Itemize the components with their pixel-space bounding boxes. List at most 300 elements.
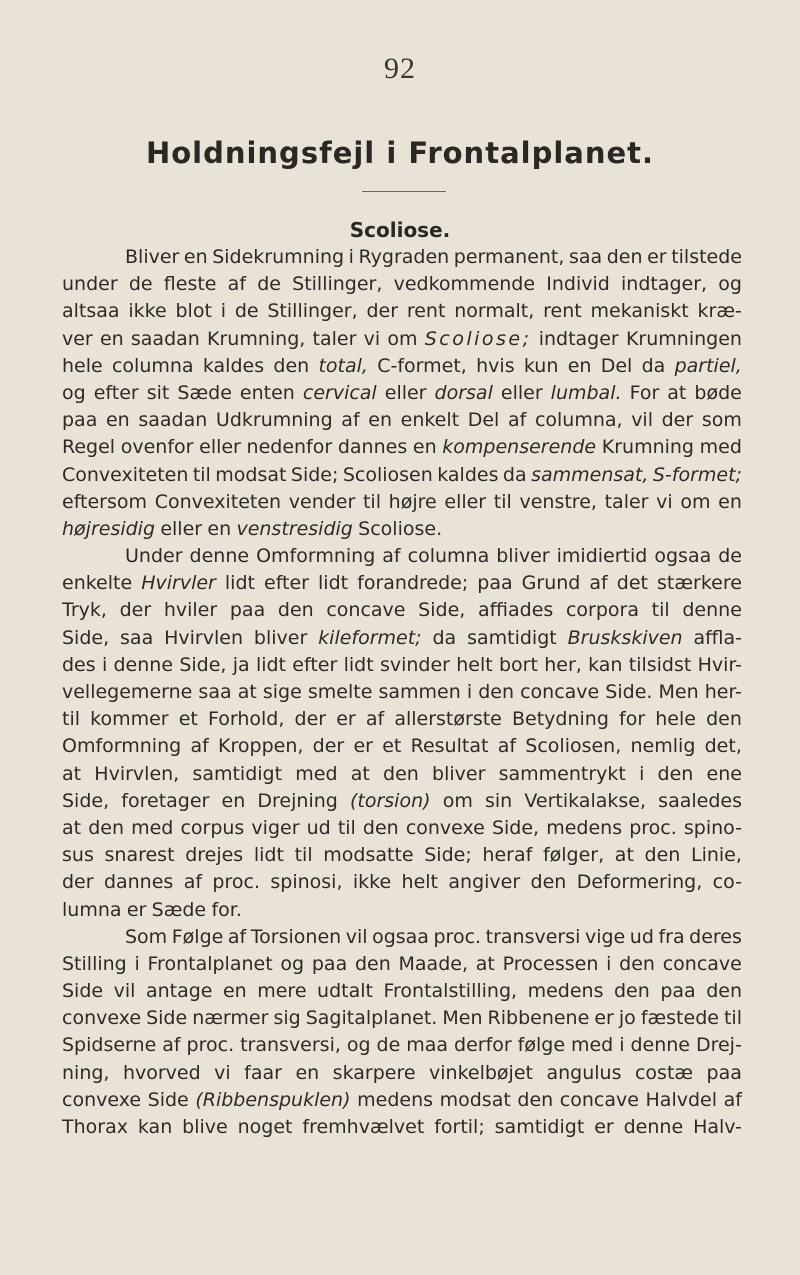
text-line: [62, 788, 742, 815]
word: en: [207, 517, 232, 540]
word: et: [382, 735, 402, 758]
word: en: [99, 327, 124, 350]
word: tilstede: [671, 246, 742, 268]
text-line: [62, 869, 742, 896]
word: Krumning,: [207, 327, 306, 350]
word: denne: [623, 1116, 684, 1138]
word: ene: [706, 762, 742, 785]
word: er: [126, 898, 147, 921]
word: columna,: [534, 409, 623, 432]
word: saa: [198, 681, 232, 703]
word: Scoliose.: [358, 517, 443, 540]
word: følger,: [542, 844, 605, 867]
text-line: [62, 924, 742, 951]
word: paa: [706, 1061, 742, 1084]
word: saa: [569, 246, 603, 268]
word: costæ: [634, 1061, 694, 1084]
text-line: [62, 516, 742, 543]
word: vil: [345, 925, 368, 948]
text-line: [62, 1005, 742, 1032]
text-line: [62, 652, 742, 679]
word: medens: [546, 816, 623, 839]
word: foretager: [121, 789, 210, 812]
word: vi: [363, 327, 381, 350]
word: den: [657, 762, 694, 785]
word: ikke: [128, 300, 167, 323]
word: rent: [406, 300, 446, 323]
word: helt: [456, 653, 493, 676]
word: indtager: [538, 327, 619, 350]
word: Resultat: [410, 735, 489, 758]
text-line: [62, 298, 742, 325]
word: med: [295, 762, 338, 785]
word: efter: [292, 653, 338, 676]
word: fleste: [163, 273, 217, 296]
word: Regel: [62, 436, 116, 459]
word: den: [517, 1088, 554, 1111]
word: Scoliosen,: [525, 735, 622, 758]
word: de: [234, 300, 259, 323]
word: Side,: [179, 653, 227, 676]
word: lidt: [343, 653, 374, 676]
word: blive: [182, 1116, 228, 1138]
word: eller: [444, 490, 487, 513]
word: kun: [523, 354, 559, 377]
word: venstre,: [519, 490, 597, 513]
text-line: [62, 543, 742, 570]
word: Kroppen,: [218, 735, 304, 758]
emphasized-word: total,: [318, 354, 368, 377]
word: bøde: [694, 381, 742, 404]
word: en: [295, 1061, 320, 1084]
word: Del: [467, 409, 500, 432]
text-line: [62, 897, 742, 924]
word: maa: [406, 1034, 449, 1057]
word: viger: [251, 816, 300, 839]
word: kaldes: [437, 463, 499, 486]
word: sammentrykt: [498, 762, 626, 785]
word: da: [432, 626, 457, 649]
word: sige: [262, 681, 302, 703]
word: normalt,: [454, 300, 535, 323]
word: til: [62, 708, 81, 731]
word: Side,: [62, 626, 110, 649]
word: af: [162, 1034, 181, 1057]
word: vil: [113, 980, 136, 1003]
word: der: [661, 409, 694, 432]
text-line: [62, 1087, 742, 1114]
word: Men: [442, 1007, 483, 1030]
word: indtager,: [621, 273, 708, 296]
word: hele: [62, 354, 103, 377]
word: at: [350, 762, 370, 785]
word: taler: [312, 327, 357, 350]
word: Side,: [62, 789, 110, 812]
word: blot: [175, 300, 212, 323]
word: at: [62, 762, 82, 785]
word: corpus: [180, 816, 245, 839]
word: vedkommende: [393, 273, 536, 296]
word: taler: [604, 490, 649, 513]
word: skarpere: [332, 1061, 416, 1084]
word: Stillinger,: [267, 300, 358, 323]
word: nærmer: [192, 1007, 269, 1030]
word: angulus: [546, 1061, 622, 1084]
text-line: [62, 1114, 742, 1141]
word: Krumningen: [625, 327, 742, 350]
word: sin: [485, 789, 513, 812]
word: hvorved: [122, 1061, 201, 1084]
word: om: [680, 490, 711, 513]
word: udtalt: [317, 980, 373, 1003]
word: bliver: [253, 626, 308, 649]
word: columna: [111, 354, 194, 377]
word: kan: [588, 653, 623, 676]
word: af: [589, 572, 608, 595]
word: den: [383, 762, 419, 785]
word: stærkere: [657, 572, 742, 595]
text-line: [62, 353, 742, 380]
word: paa: [311, 952, 348, 975]
word: Sidekrumning: [212, 246, 345, 268]
word: fra: [658, 925, 685, 948]
word: de: [718, 545, 742, 568]
word: denne: [682, 599, 742, 622]
word: permanent,: [453, 246, 565, 268]
word: er: [336, 708, 356, 731]
word: lidt: [255, 653, 287, 676]
word: hele: [655, 708, 696, 731]
word: angiver: [448, 871, 521, 894]
word: sus: [62, 844, 94, 867]
word: Stilling: [62, 952, 127, 975]
word: lumna: [62, 898, 122, 921]
emphasized-word: partiel,: [674, 354, 742, 377]
word: dannes: [337, 436, 408, 459]
word: der: [119, 599, 152, 622]
word: enkelt: [400, 409, 460, 432]
word: medens: [357, 1088, 434, 1111]
word: en: [567, 354, 592, 377]
word: bort: [499, 653, 538, 676]
word: og: [718, 273, 742, 296]
word: mere: [257, 980, 307, 1003]
word: smelte: [307, 681, 373, 703]
word: Ribbenene: [487, 1007, 590, 1030]
word: samtidigt: [494, 1116, 585, 1138]
word: Side.: [605, 681, 653, 703]
text-line: [62, 326, 742, 353]
word: saadan: [130, 327, 200, 350]
word: For: [629, 381, 660, 404]
word: Convexiteten: [154, 490, 282, 513]
word: den: [644, 844, 681, 867]
word: Drejning: [257, 789, 338, 812]
word: proc.: [186, 1034, 235, 1057]
word: af: [497, 735, 517, 758]
word: Forhold,: [208, 708, 285, 731]
chapter-title: Holdningsfejl i Frontalplanet.: [145, 136, 655, 170]
word: i: [639, 762, 645, 785]
word: en: [222, 980, 247, 1003]
word: den: [706, 708, 742, 731]
text-line: [62, 244, 742, 271]
word: ovenfor: [120, 436, 194, 459]
word: eller: [384, 381, 427, 404]
word: paa: [229, 599, 266, 622]
word: noget: [237, 1116, 293, 1138]
word: Sagitalplanet.: [305, 1007, 438, 1030]
word: ud: [306, 816, 331, 839]
title-divider: [362, 191, 446, 192]
word: til: [362, 490, 381, 513]
word: det,: [704, 735, 742, 758]
word: Frontalplanet: [147, 952, 273, 975]
word: samtidigt: [192, 762, 283, 785]
word: bliver: [432, 762, 486, 785]
word: Vertikalakse,: [524, 789, 647, 812]
text-line: [62, 761, 742, 788]
word: ning,: [62, 1061, 110, 1084]
word: Sæde: [151, 898, 207, 921]
word: den: [606, 246, 643, 268]
word: vinkelbøjet: [429, 1061, 533, 1084]
word: en: [105, 409, 130, 432]
emphasized-word: kileformet;: [318, 626, 422, 649]
word: ikke: [352, 871, 392, 894]
word: jo: [618, 1007, 636, 1030]
word: af: [341, 409, 360, 432]
word: er: [353, 735, 373, 758]
word: Krumning: [601, 436, 694, 459]
word: efter: [93, 381, 139, 404]
word: den: [478, 681, 514, 703]
word: det: [616, 572, 648, 595]
word: under: [62, 273, 118, 296]
word: denne: [189, 545, 250, 568]
word: i: [101, 653, 108, 676]
word: denne: [630, 1034, 690, 1057]
word: af: [723, 1088, 742, 1111]
word: transversi,: [240, 1034, 341, 1057]
word: co-: [712, 871, 742, 894]
word: i: [134, 952, 140, 975]
word: Halv-: [693, 1116, 742, 1138]
word: Halvdel: [645, 1088, 717, 1111]
word: og: [346, 1034, 371, 1057]
word: Hvirvlen,: [94, 762, 180, 785]
word: Tryk,: [62, 599, 107, 622]
word: denne: [113, 653, 174, 676]
text-line: [62, 462, 742, 489]
word: sit: [146, 381, 170, 404]
word: ver: [62, 327, 93, 350]
word: forandrede;: [357, 572, 469, 595]
word: kaldes: [202, 354, 265, 377]
text-line: [62, 380, 742, 407]
emphasized-word: S-formet;: [652, 463, 742, 486]
word: Individ: [546, 273, 610, 296]
word: allerstørste: [394, 708, 502, 731]
text-line: [62, 706, 742, 733]
word: kræ-: [697, 300, 742, 323]
word: de: [128, 273, 153, 296]
word: den: [530, 871, 567, 894]
word: eller: [160, 517, 203, 540]
word: Omformning: [256, 545, 376, 568]
word: Betydning: [511, 708, 609, 731]
word: med: [570, 1034, 614, 1057]
word: fæstede: [640, 1007, 719, 1030]
word: paa: [660, 980, 696, 1003]
word: i: [220, 300, 226, 323]
word: convexe: [405, 816, 485, 839]
word: af: [507, 409, 527, 432]
word: proc.: [212, 871, 260, 894]
emphasized-word: dorsal: [434, 381, 493, 404]
word: vil: [631, 409, 653, 432]
word: en: [368, 409, 392, 432]
word: om: [387, 327, 418, 350]
word: her,: [544, 653, 582, 676]
text-line: [62, 1032, 742, 1059]
word: af: [227, 925, 247, 948]
word: den: [354, 952, 391, 975]
word: vellegemerne: [62, 681, 193, 703]
text-line: [62, 271, 742, 298]
emphasized-word: sammensat,: [531, 463, 649, 486]
word: proc.: [629, 816, 677, 839]
word: en: [221, 789, 246, 812]
text-line: [62, 434, 742, 461]
word: af: [183, 871, 203, 894]
word: Udkrumning: [215, 409, 333, 432]
body-text: [62, 244, 742, 1141]
word: at: [614, 844, 634, 867]
word: ud: [629, 925, 654, 948]
word: der: [62, 871, 94, 894]
word: enkelte: [62, 572, 133, 595]
emphasized-word: lumbal.: [550, 381, 622, 404]
text-line: [62, 842, 742, 869]
text-line: [62, 978, 742, 1005]
word: paa: [62, 409, 98, 432]
word: her-: [704, 681, 742, 703]
word: Side: [147, 1088, 189, 1111]
word: lidt: [253, 844, 284, 867]
word: vige: [584, 925, 626, 948]
word: ogsaa: [372, 925, 429, 948]
word: proc.: [433, 925, 482, 948]
word: en: [718, 490, 742, 513]
word: antage: [145, 980, 213, 1003]
emphasized-word: (Ribbenspuklen): [195, 1088, 351, 1111]
word: eftersom: [62, 490, 148, 513]
word: af: [227, 273, 247, 296]
word: er: [594, 1007, 614, 1030]
word: til: [723, 1007, 742, 1030]
word: som: [701, 409, 742, 432]
word: kommer: [90, 708, 169, 731]
word: Følge: [171, 925, 224, 948]
text-line: [62, 951, 742, 978]
word: de: [257, 273, 281, 296]
word: spinosi,: [270, 871, 343, 894]
word: Side,: [491, 816, 540, 839]
word: samtidigt: [467, 626, 557, 649]
word: saaledes: [658, 789, 742, 812]
word: affla-: [693, 626, 742, 649]
word: sammen: [378, 681, 461, 703]
word: dannes: [103, 871, 174, 894]
word: Bliver: [125, 246, 180, 268]
word: da: [502, 463, 527, 486]
word: med: [131, 816, 174, 839]
word: Thorax: [62, 1116, 128, 1138]
word: er: [647, 246, 667, 268]
word: nedenfor: [246, 436, 333, 459]
word: den: [277, 599, 314, 622]
text-line: [62, 570, 742, 597]
word: i: [619, 1034, 625, 1057]
word: for: [619, 708, 646, 731]
word: snarest: [104, 844, 175, 867]
word: Hvirvlen: [164, 626, 243, 649]
word: Under: [125, 545, 183, 568]
word: altsaa: [62, 300, 120, 323]
word: af: [365, 708, 385, 731]
word: faar: [244, 1061, 282, 1084]
word: der: [294, 708, 327, 731]
word: Side;: [424, 844, 472, 867]
word: den: [362, 816, 399, 839]
word: Side: [62, 980, 104, 1003]
word: Side,: [418, 599, 466, 622]
word: medens: [527, 980, 604, 1003]
word: Grund: [521, 572, 581, 595]
word: i: [466, 681, 473, 703]
word: Drej-: [695, 1034, 742, 1057]
text-line: [62, 733, 742, 760]
word: columna: [407, 545, 490, 568]
emphasized-word: højresidig: [62, 517, 156, 540]
emphasized-word: Bruskskiven: [567, 626, 683, 649]
word: Torsionen: [250, 925, 342, 948]
word: enten: [239, 381, 295, 404]
text-line: [62, 597, 742, 624]
word: rent: [543, 300, 582, 323]
word: der: [366, 300, 399, 323]
word: Sæde: [177, 381, 232, 404]
word: Frontalstilling,: [383, 980, 518, 1003]
word: til: [192, 463, 211, 486]
emphasized-word: kompenserende: [442, 436, 597, 459]
word: affiades: [477, 599, 554, 622]
text-line: [62, 815, 742, 842]
word: modsat: [439, 1088, 511, 1111]
word: helt: [401, 871, 439, 894]
word: vender: [288, 490, 356, 513]
word: Deformering,: [576, 871, 703, 894]
word: den: [706, 980, 742, 1003]
page-number: 92: [384, 52, 416, 85]
word: hvis: [476, 354, 515, 377]
word: en: [412, 436, 437, 459]
word: Hvir-: [697, 653, 742, 676]
word: Processen: [502, 952, 599, 975]
word: des: [62, 653, 96, 676]
word: med: [699, 436, 742, 459]
